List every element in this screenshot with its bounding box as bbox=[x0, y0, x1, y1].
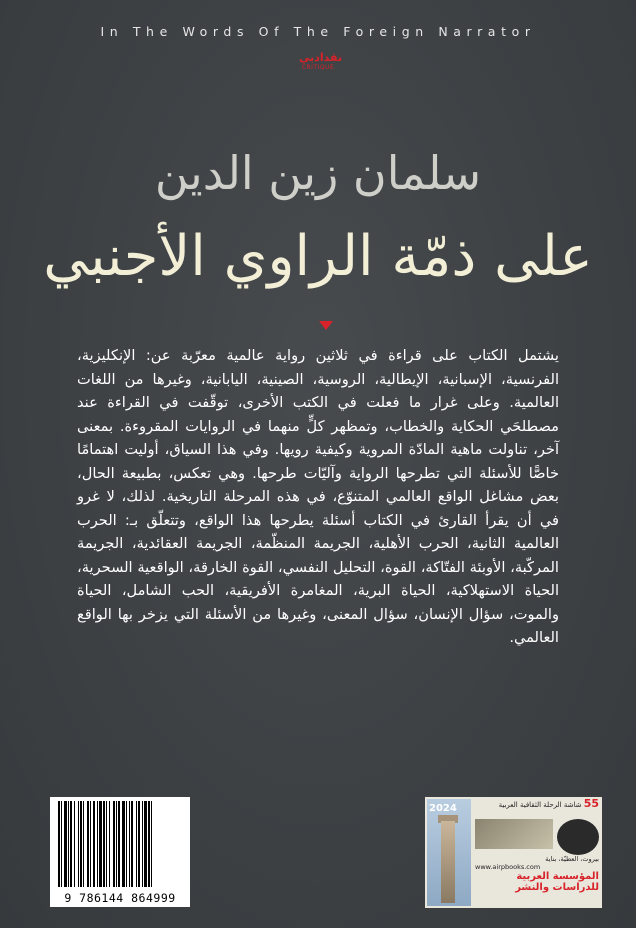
barcode-bar bbox=[113, 801, 115, 887]
series-title: In The Words Of The Foreign Narrator bbox=[100, 24, 536, 39]
publisher-logo-arabic: نقدادبي bbox=[299, 51, 343, 64]
sticker-publisher-name: المؤسسة العربية للدراسات والنشر bbox=[515, 871, 599, 893]
barcode-bar bbox=[138, 801, 140, 887]
barcode-bar bbox=[151, 801, 152, 887]
barcode-bar bbox=[142, 801, 143, 887]
barcode-bar bbox=[97, 801, 98, 887]
publisher-logo-latin: CRITIQUE bbox=[301, 64, 335, 71]
barcode-bar bbox=[118, 801, 120, 887]
book-description: يشتمل الكتاب على قراءة في ثلاثين رواية عالمية معرّبة عن: الإنكليزية، الفرنسية، الإسبانية، الإيطالية، الروسية، الصينية، اليابانية، وغيرها من اللغات العالمية. وعلى غرار ما فعلت في الكتب الأخرى، توقّفت في القراءة عند مصطلحَي الحكاية والخطاب، وتمظهر كلٍّ منهما في الروايات المقروءة. بمعنى آخر، تناولت ماهية المادّة المروية وكيفية رويها. وفي هذا السياق، أوليت اهتمامًا خاصًّا للأسئلة التي تطرحها الرواية وآليّات طرحها. وهي تعكس، بطبيعة الحال، بعض مشاغل الواقع العالمي المتنوّع، في هذه المرحلة التاريخية. لذلك، لا غرو في أن يقرأ القارئ في الكتاب أسئلة يطرحها هذا الواقع، وتتعلّق بـ: الحرب العالمية الثانية، الحرب الأهلية، الجريمة المنظّمة، الجريمة العقائدية، الجريمة المركّبة، الأوبئة الفتّاكة، القوة، التحليل النفسي، القوة الخارقة، الواقعية السحرية، الحياة الاستهلاكية، الحياة البرية، المغامرة الأفريقية، الحب الشامل، الحياة والموت، سؤال الإنسان، سؤال المعنى، وغيرها من الأسئلة التي يزخر بها الواقع العالمي. bbox=[77, 347, 559, 646]
barcode-bar bbox=[68, 801, 69, 887]
barcode-bars bbox=[56, 801, 184, 889]
sticker-number: 55 bbox=[583, 797, 599, 810]
divider-triangle-icon bbox=[319, 321, 333, 330]
publisher-logo bbox=[299, 51, 343, 72]
barcode-bar bbox=[131, 801, 133, 887]
barcode-bar bbox=[90, 801, 91, 887]
barcode-bar bbox=[78, 801, 79, 887]
barcode-bar bbox=[87, 801, 89, 887]
barcode-bar bbox=[70, 801, 72, 887]
sticker-header bbox=[475, 799, 599, 810]
book-title: على ذمّة الراوي الأجنبي bbox=[43, 224, 593, 289]
isbn-number: 9 786144 864999 bbox=[64, 891, 176, 905]
publisher-emblem-icon bbox=[557, 819, 599, 855]
barcode-bar bbox=[144, 801, 147, 887]
sticker-header-text: شاشة الرحلة الثقافية العربية bbox=[498, 801, 582, 809]
barcode-bar bbox=[64, 801, 67, 887]
barcode-bar bbox=[93, 801, 95, 887]
barcode-bar bbox=[80, 801, 82, 887]
barcode-bar bbox=[83, 801, 84, 887]
barcode-bar bbox=[116, 801, 117, 887]
clock-tower-image bbox=[427, 799, 471, 906]
barcode-bar bbox=[126, 801, 127, 887]
barcode-bar bbox=[103, 801, 105, 887]
barcode-bar bbox=[106, 801, 107, 887]
barcode-bar bbox=[109, 801, 110, 887]
sticker-address: بيروت، العطيّة، بناية bbox=[545, 855, 599, 863]
barcode-bar bbox=[122, 801, 125, 887]
isbn-barcode bbox=[50, 797, 190, 907]
author-name: سلمان زين الدين bbox=[154, 146, 482, 200]
sticker-publisher-block bbox=[475, 855, 599, 893]
barcode-bar bbox=[74, 801, 75, 887]
sticker-photo bbox=[475, 819, 553, 849]
sticker-year-badge: 2024 bbox=[429, 803, 457, 814]
sticker-website: www.airpbooks.com bbox=[475, 863, 541, 871]
barcode-bar bbox=[129, 801, 130, 887]
barcode-bar bbox=[148, 801, 150, 887]
barcode-bar bbox=[99, 801, 102, 887]
barcode-bar bbox=[58, 801, 60, 887]
barcode-bar bbox=[61, 801, 62, 887]
barcode-bar bbox=[136, 801, 137, 887]
award-sticker bbox=[425, 797, 602, 908]
